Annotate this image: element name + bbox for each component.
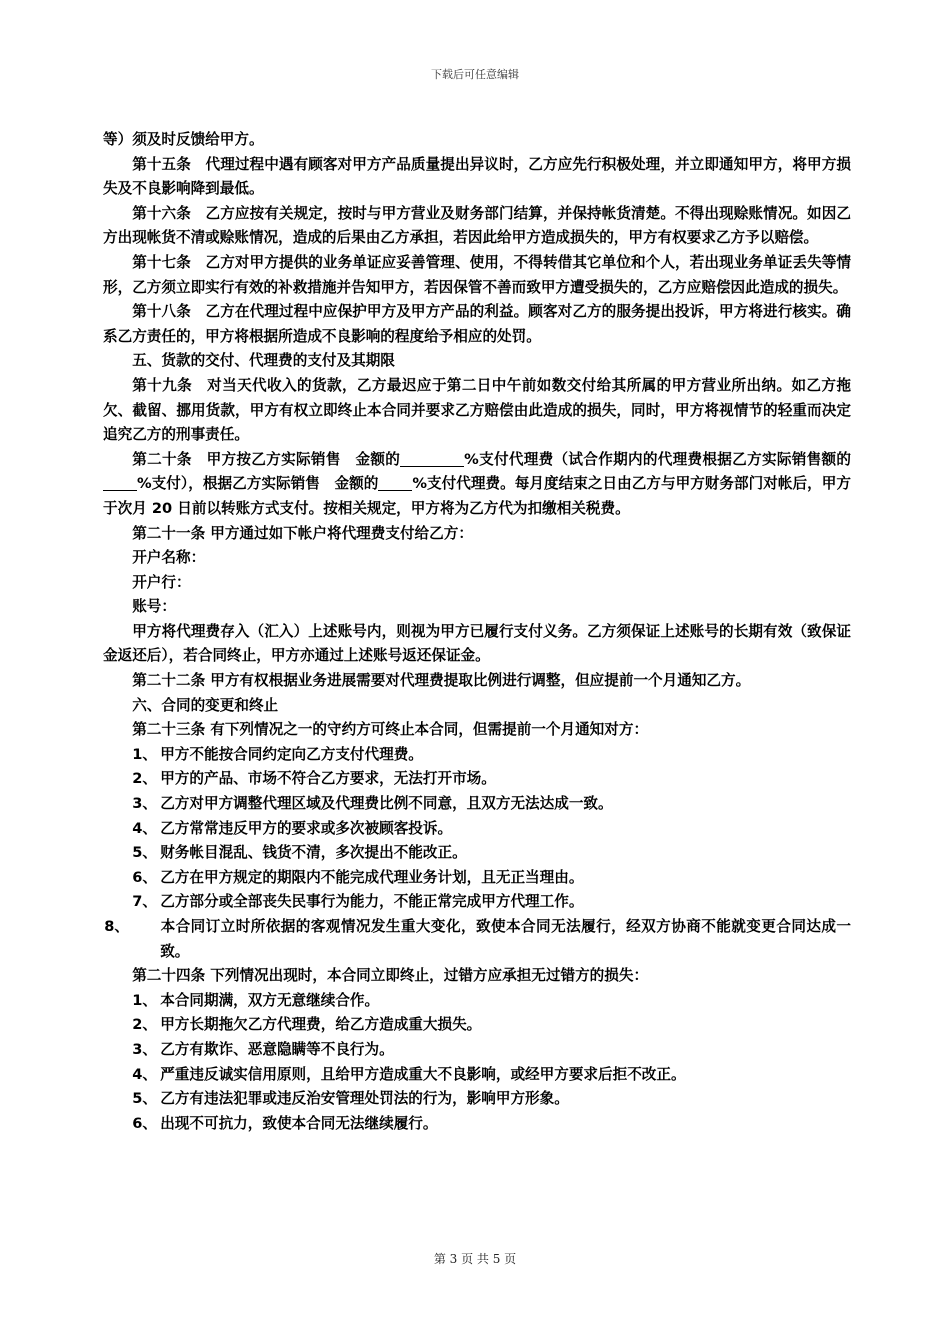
article-21: 第二十一条 甲方通过如下帐户将代理费支付给乙方： — [132, 524, 473, 542]
fill-blank — [400, 450, 464, 467]
list-item: 5、 乙方有违法犯罪或违反治安管理处罚法的行为，影响甲方形象。 — [132, 1090, 569, 1108]
list-item: 1、 本合同期满，双方无意继续合作。 — [132, 991, 380, 1009]
article-20-part-b: %支付代理费（试合作期内的代理费根据乙方实际销售额的 — [464, 450, 851, 468]
list-item: 7、 乙方部分或全部丧失民事行为能力，不能正常完成甲方代理工作。 — [132, 893, 584, 911]
list-item: 8、 本合同订立时所依据的客观情况发生重大变化，致使本合同无法履行，经双方协商不能就变更合同达成一致。 — [104, 918, 851, 960]
article-16: 第十六条 乙方应按有关规定，按时与甲方营业及财务部门结算，并保持帐货清楚。不得出现赊账情况。如因乙方出现帐货不清或赊账情况，造成的后果由乙方承担，若因此给甲方造成损失的，甲方有权要求乙方予以赔偿。 — [103, 204, 851, 247]
document-body — [103, 128, 851, 1136]
list-item: 6、 乙方在甲方规定的期限内不能完成代理业务计划，且无正当理由。 — [132, 868, 584, 886]
list-item: 4、 乙方常常违反甲方的要求或多次被顾客投诉。 — [132, 819, 453, 837]
account-number-label: 账号： — [132, 598, 176, 616]
list-item: 5、 财务帐目混乱、钱货不清，多次提出不能改正。 — [132, 844, 467, 862]
article-20 — [103, 448, 851, 522]
article-20-part-a: 第二十条 甲方按乙方实际销售 金额的 — [132, 450, 401, 468]
list-item: 3、 乙方有欺诈、恶意隐瞒等不良行为。 — [132, 1040, 394, 1058]
article-20-part-c: %支付），根据乙方实际销售 金额的 — [137, 475, 379, 493]
article-24: 第二十四条 下列情况出现时，本合同立即终止，过错方应承担无过错方的损失： — [132, 967, 649, 985]
page-header: 下载后可任意编辑 — [431, 68, 519, 81]
article-19: 第十九条 对当天代收入的货款，乙方最迟应于第二日中午前如数交付给其所属的甲方营业所出纳。如乙方拖欠、截留、挪用货款，甲方有权立即终止本合同并要求乙方赔偿由此造成的损失，同时，甲方将视情节的轻重而决定追究乙方的刑事责任。 — [103, 376, 851, 444]
article-21-payment-note: 甲方将代理费存入（汇入）上述账号内，则视为甲方已履行支付义务。乙方须保证上述账号的长期有效（致保证金返还后），若合同终止，甲方亦通过上述账号返还保证金。 — [103, 622, 851, 665]
paragraph-continuation: 等）须及时反馈给甲方。 — [103, 131, 264, 148]
account-name-label: 开户名称： — [132, 549, 206, 567]
list-item: 1、 甲方不能按合同约定向乙方支付代理费。 — [132, 745, 423, 763]
fill-blank — [378, 474, 412, 491]
fill-blank — [103, 474, 137, 491]
list-item: 2、 甲方的产品、市场不符合乙方要求，无法打开市场。 — [132, 770, 496, 788]
article-17: 第十七条 乙方对甲方提供的业务单证应妥善管理、使用，不得转借其它单位和个人，若出现业务单证丢失等情形，乙方须立即实行有效的补救措施并告知甲方，若因保管不善而致甲方遭受损失的，乙方应赔偿因此造成的损失。 — [103, 253, 851, 296]
list-item: 6、 出现不可抗力，致使本合同无法继续履行。 — [132, 1114, 438, 1132]
section-heading-6: 六、合同的变更和终止 — [132, 696, 279, 714]
article-18: 第十八条 乙方在代理过程中应保护甲方及甲方产品的利益。顾客对乙方的服务提出投诉，甲方将进行核实。确系乙方责任的，甲方将根据所造成不良影响的程度给予相应的处罚。 — [103, 303, 851, 345]
section-heading-5: 五、货款的交付、代理费的支付及其期限 — [132, 352, 395, 370]
article-20-part-d: %支付代理费。每月度结束之日由乙方与甲方财务部门对帐后，甲方于次月 20 日前以转账方式支付。按相关规定，甲方将为乙方代为扣缴相关税费。 — [103, 475, 852, 517]
list-item: 4、 严重违反诚实信用原则，且给甲方造成重大不良影响，或经甲方要求后拒不改正。 — [132, 1065, 686, 1083]
list-item: 2、 甲方长期拖欠乙方代理费，给乙方造成重大损失。 — [132, 1016, 482, 1034]
article-23: 第二十三条 有下列情况之一的守约方可终止本合同，但需提前一个月通知对方： — [132, 721, 649, 739]
article-15: 第十五条 代理过程中遇有顾客对甲方产品质量提出异议时，乙方应先行积极处理，并立即通知甲方，将甲方损失及不良影响降到最低。 — [103, 155, 851, 198]
list-item: 3、 乙方对甲方调整代理区域及代理费比例不同意，且双方无法达成一致。 — [132, 795, 613, 813]
page-footer: 第 3 页 共 5 页 — [433, 1252, 517, 1266]
article-22: 第二十二条 甲方有权根据业务进展需要对代理费提取比例进行调整，但应提前一个月通知乙方。 — [132, 672, 751, 690]
account-bank-label: 开户行： — [132, 573, 191, 591]
